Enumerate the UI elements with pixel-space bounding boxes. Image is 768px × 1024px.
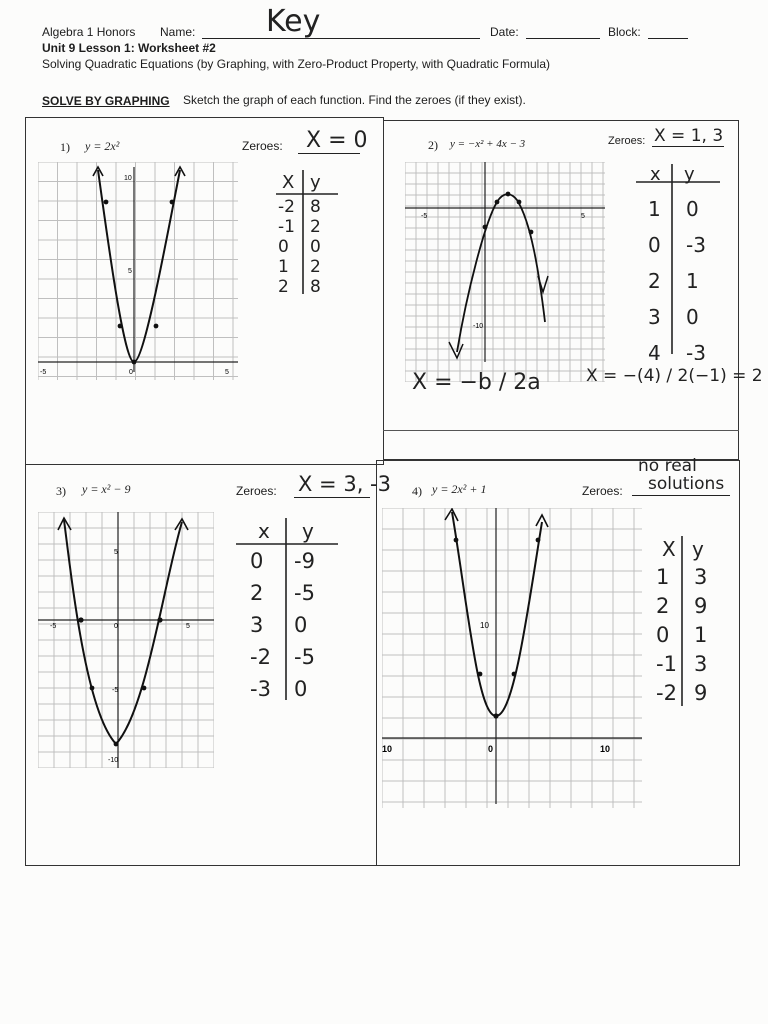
problem-4-zeroes-line[interactable]: [632, 495, 730, 496]
table-cell-x: 1: [656, 565, 670, 589]
problem-2-graph: [405, 162, 605, 382]
plot-point: [118, 324, 123, 329]
table-cell-y: 2: [310, 257, 321, 277]
problem-3-zeroes-answer: X = 3, -3: [298, 472, 391, 496]
table-cell-x: 2: [250, 581, 264, 605]
table-cell-x: -1: [278, 217, 295, 237]
table-cell-x: -2: [278, 197, 295, 217]
problem-2-number: 2): [428, 138, 438, 152]
plot-point: [157, 617, 162, 622]
problem-4-zeroes-answer-1: no real: [638, 456, 697, 476]
problem-3-zeroes-line[interactable]: [294, 497, 370, 498]
date-label: Date:: [490, 25, 519, 39]
problem-1-equation: y = 2x²: [85, 139, 120, 153]
axis-tick-label: -5: [421, 213, 428, 220]
block-label: Block:: [608, 25, 641, 39]
problem-1-table: [270, 168, 350, 298]
table-cell-y: 1: [694, 623, 708, 647]
plot-point: [512, 672, 517, 677]
axis-tick-label: -10: [108, 757, 119, 764]
table-header-y: y: [684, 164, 695, 185]
table-cell-x: 0: [648, 233, 661, 257]
problem-3-number: 3): [56, 484, 66, 498]
section-title: SOLVE BY GRAPHING: [42, 94, 170, 108]
table-cell-y: 0: [686, 197, 699, 221]
axis-tick-label: 10: [600, 744, 611, 754]
axis-tick-label: -5: [112, 687, 119, 694]
problem-3-zeroes-label: Zeroes:: [236, 484, 277, 498]
table-cell-y: 8: [310, 197, 321, 217]
problem-4-graph: [382, 508, 642, 808]
block-line[interactable]: [648, 38, 688, 39]
table-cell-y: 0: [294, 677, 308, 701]
instructions: Sketch the graph of each function. Find the zeroes (if they exist).: [183, 93, 526, 107]
problem-4-zeroes-label: Zeroes:: [582, 484, 623, 498]
problem-1-zeroes-line[interactable]: [298, 153, 360, 154]
axis-tick-label: -10: [473, 323, 484, 330]
problem-2-zeroes-answer: X = 1, 3: [654, 126, 724, 146]
axis-tick-label: 0: [129, 369, 133, 376]
course-label: Algebra 1 Honors: [42, 25, 136, 39]
table-header-y: y: [310, 172, 321, 193]
problem-2-work-right: X = −(4) / 2(−1) = 2: [586, 366, 763, 386]
problem-1-graph: [38, 162, 238, 380]
axis-tick-label: 0: [488, 744, 494, 754]
name-answer: Key: [266, 4, 321, 39]
problem-3-table: [236, 514, 346, 704]
plot-point: [495, 200, 500, 205]
name-label: Name:: [160, 25, 196, 39]
axis-tick-label: 10: [382, 744, 393, 754]
table-cell-x: 4: [648, 341, 661, 360]
name-line[interactable]: [202, 38, 480, 39]
parabola-curve: [457, 194, 545, 352]
table-cell-y: 0: [294, 613, 308, 637]
problem-4-equation: y = 2x² + 1: [432, 482, 487, 496]
plot-point: [78, 617, 83, 622]
problem-2-equation: y = −x² + 4x − 3: [450, 138, 526, 150]
parabola-curve: [98, 170, 180, 362]
plot-point: [132, 360, 137, 365]
problem-2-zeroes-line[interactable]: [652, 146, 724, 147]
plot-point: [506, 192, 511, 197]
table-cell-x: 3: [250, 613, 264, 637]
table-cell-x: -3: [250, 677, 271, 701]
axis-tick-label: 10: [480, 621, 489, 630]
axis-tick-label: 5: [225, 369, 229, 376]
table-cell-y: -5: [294, 581, 315, 605]
table-cell-y: -3: [686, 341, 706, 360]
table-cell-y: 9: [694, 594, 708, 618]
table-cell-y: 0: [686, 305, 699, 329]
table-cell-x: -2: [656, 681, 677, 705]
plot-point: [483, 225, 488, 230]
axis-tick-label: 0: [114, 623, 118, 630]
table-cell-y: 8: [310, 277, 321, 297]
table-cell-y: -3: [686, 233, 706, 257]
axis-tick-label: -5: [40, 369, 47, 376]
plot-point: [493, 713, 498, 718]
plot-point: [114, 742, 119, 747]
table-cell-x: -1: [656, 652, 677, 676]
table-cell-y: -5: [294, 645, 315, 669]
plot-point: [517, 200, 522, 205]
table-header-y: y: [692, 537, 704, 561]
problem-3-equation: y = x² − 9: [82, 482, 131, 496]
problem-4-table: [640, 534, 730, 714]
table-cell-x: 0: [250, 549, 264, 573]
table-cell-y: 1: [686, 269, 699, 293]
table-cell-x: 0: [656, 623, 670, 647]
table-cell-y: 0: [310, 237, 321, 257]
date-line[interactable]: [526, 38, 600, 39]
table-cell-x: 2: [278, 277, 289, 297]
table-header-x: x: [258, 519, 270, 543]
plot-point: [478, 672, 483, 677]
table-cell-y: -9: [294, 549, 315, 573]
plot-point: [170, 200, 175, 205]
problem-1-zeroes-label: Zeroes:: [242, 139, 283, 153]
axis-tick-label: -5: [50, 623, 57, 630]
worksheet-subtitle: Solving Quadratic Equations (by Graphing, with Zero-Product Property, with Quadratic Formula): [42, 57, 550, 71]
problem-4-number: 4): [412, 484, 422, 498]
axis-tick-label: 10: [124, 175, 132, 182]
table-cell-x: 0: [278, 237, 289, 257]
table-cell-y: 9: [694, 681, 708, 705]
unit-line: Unit 9 Lesson 1: Worksheet #2: [42, 41, 216, 55]
parabola-curve: [64, 520, 182, 744]
problem-1-number: 1): [60, 140, 70, 154]
table-cell-x: 2: [656, 594, 670, 618]
axis-tick-label: 5: [186, 623, 190, 630]
plot-point: [90, 686, 95, 691]
table-header-x: X: [662, 537, 676, 561]
table-cell-x: 1: [278, 257, 289, 277]
plot-point: [154, 324, 159, 329]
problem-4-zeroes-answer-2: solutions: [648, 474, 725, 494]
table-cell-x: 3: [648, 305, 661, 329]
plot-point: [104, 200, 109, 205]
table-cell-x: 1: [648, 197, 661, 221]
problem-2-zeroes-label: Zeroes:: [608, 135, 646, 147]
table-cell-x: 2: [648, 269, 661, 293]
problem-1-zeroes-answer: X = 0: [306, 128, 368, 153]
table-cell-x: -2: [250, 645, 271, 669]
problem-2-work-left: X = −b / 2a: [412, 370, 541, 395]
plot-point: [454, 538, 459, 543]
plot-point: [142, 686, 147, 691]
plot-point: [536, 538, 541, 543]
plot-point: [529, 230, 534, 235]
table-cell-y: 3: [694, 652, 708, 676]
table-header-x: x: [650, 164, 661, 185]
table-header-x: X: [282, 172, 295, 193]
divider: [383, 430, 739, 431]
problem-3-graph: [38, 512, 214, 768]
problem-2-table: [630, 160, 730, 360]
table-cell-y: 3: [694, 565, 708, 589]
table-header-y: y: [302, 519, 314, 543]
arrow-head: [449, 342, 463, 358]
axis-tick-label: 5: [128, 268, 132, 275]
table-cell-y: 2: [310, 217, 321, 237]
axis-tick-label: 5: [581, 213, 585, 220]
axis-tick-label: 5: [114, 549, 118, 556]
